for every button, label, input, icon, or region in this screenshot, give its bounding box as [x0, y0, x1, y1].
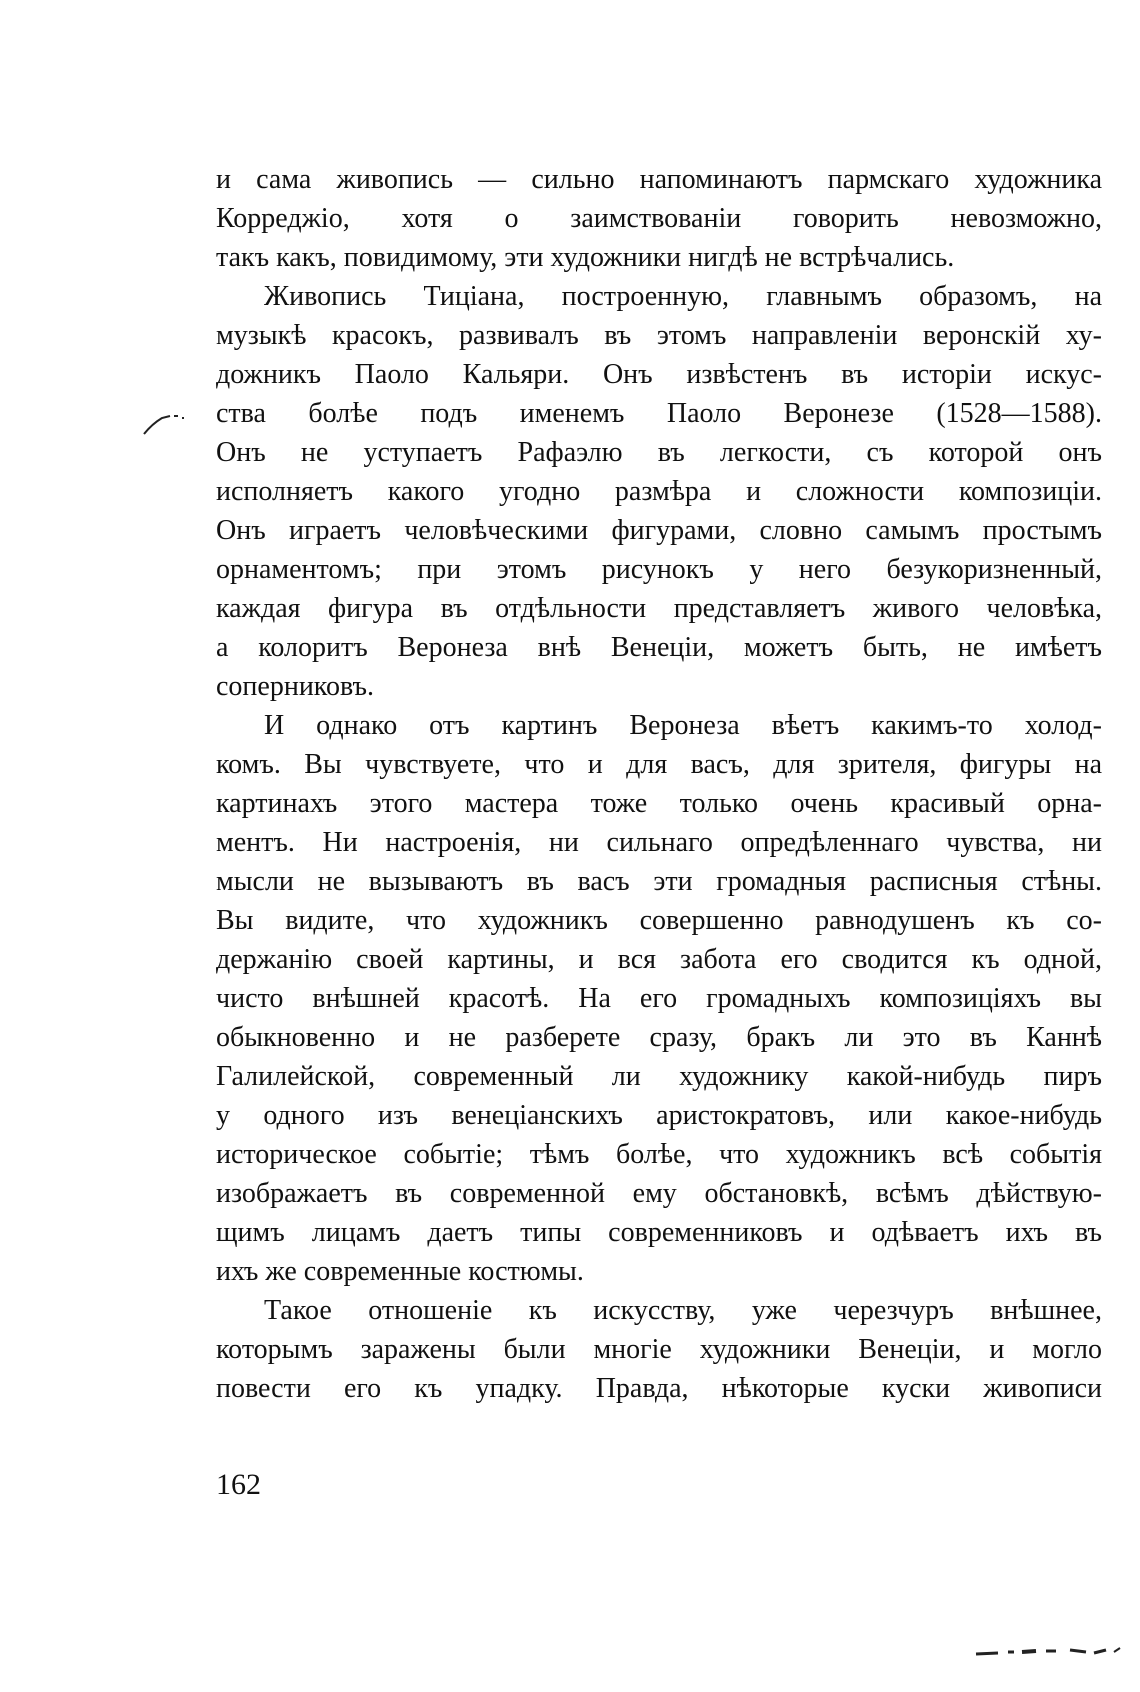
text-line: комъ. Вы чувствуете, что и для васъ, для зрителя, фигуры на	[216, 749, 1102, 780]
text-line: Вы видите, что художникъ совершенно равнодушенъ къ со-	[216, 905, 1102, 936]
body-text	[216, 160, 1102, 1408]
text-line: Онъ играетъ человѣческими фигурами, словно самымъ простымъ	[216, 515, 1102, 546]
text-line: орнаментомъ; при этомъ рисунокъ у него безукоризненный,	[216, 554, 1102, 585]
text-line: соперниковъ.	[216, 671, 374, 702]
text-line: которымъ заражены были многiе художники Венецiи, и могло	[216, 1334, 1102, 1365]
text-line: Галилейской, современный ли художнику какой-нибудь пиръ	[216, 1061, 1102, 1092]
text-line: обыкновенно и не разберете сразу, бракъ ли это въ Каннѣ	[216, 1022, 1102, 1053]
text-line: Такое отношенiе къ искусству, уже черезчуръ внѣшнее,	[264, 1295, 1102, 1326]
text-line: повести его къ упадку. Правда, нѣкоторые куски живописи	[216, 1373, 1102, 1404]
text-line: держанiю своей картины, и вся забота его сводится къ одной,	[216, 944, 1102, 975]
text-line: исполняетъ какого угодно размѣра и сложности композицiи.	[216, 476, 1102, 507]
text-line: музыкѣ красокъ, развивалъ въ этомъ направленiи веронскiй ху-	[216, 320, 1102, 351]
text-line: каждая фигура въ отдѣльности представляетъ живого человѣка,	[216, 593, 1102, 624]
text-line: а колоритъ Веронеза внѣ Венецiи, можетъ быть, не имѣетъ	[216, 632, 1102, 663]
text-line: Онъ не уступаетъ Рафаэлю въ легкости, съ которой онъ	[216, 437, 1102, 468]
text-line: изображаетъ въ современной ему обстановкѣ, всѣмъ дѣйствую-	[216, 1178, 1102, 1209]
text-line: у одного изъ венецiанскихъ аристократовъ, или какое-нибудь	[216, 1100, 1102, 1131]
text-line: ихъ же современные костюмы.	[216, 1256, 584, 1287]
text-line: ства болѣе подъ именемъ Паоло Веронезе (1528—1588).	[216, 398, 1102, 429]
page-number: 162	[216, 1468, 261, 1501]
scan-artifact-icon	[974, 1640, 1124, 1662]
text-line: и сама живопись — сильно напоминаютъ пармскаго художника	[216, 164, 1102, 195]
text-line: дожникъ Паоло Кальяри. Онъ извѣстенъ въ исторiи искус-	[216, 359, 1102, 390]
text-line: ментъ. Ни настроенiя, ни сильнаго опредѣленнаго чувства, ни	[216, 827, 1102, 858]
text-line: Живопись Тицiана, построенную, главнымъ образомъ, на	[264, 281, 1102, 312]
text-line: историческое событiе; тѣмъ болѣе, что художникъ всѣ событiя	[216, 1139, 1102, 1170]
text-line: Корреджiо, хотя о заимствованiи говорить невозможно,	[216, 203, 1102, 234]
text-line: чисто внѣшней красотѣ. На его громадныхъ композицiяхъ вы	[216, 983, 1102, 1014]
text-line: И однако отъ картинъ Веронеза вѣетъ какимъ-то холод-	[264, 710, 1102, 741]
text-line: картинахъ этого мастера тоже только очень красивый орна-	[216, 788, 1102, 819]
text-line: такъ какъ, повидимому, эти художники нигдѣ не встрѣчались.	[216, 242, 955, 273]
pencil-mark-icon	[142, 412, 186, 436]
text-line: мысли не вызываютъ въ васъ эти громадныя расписныя стѣны.	[216, 866, 1102, 897]
text-line: щимъ лицамъ даетъ типы современниковъ и одѣваетъ ихъ въ	[216, 1217, 1102, 1248]
